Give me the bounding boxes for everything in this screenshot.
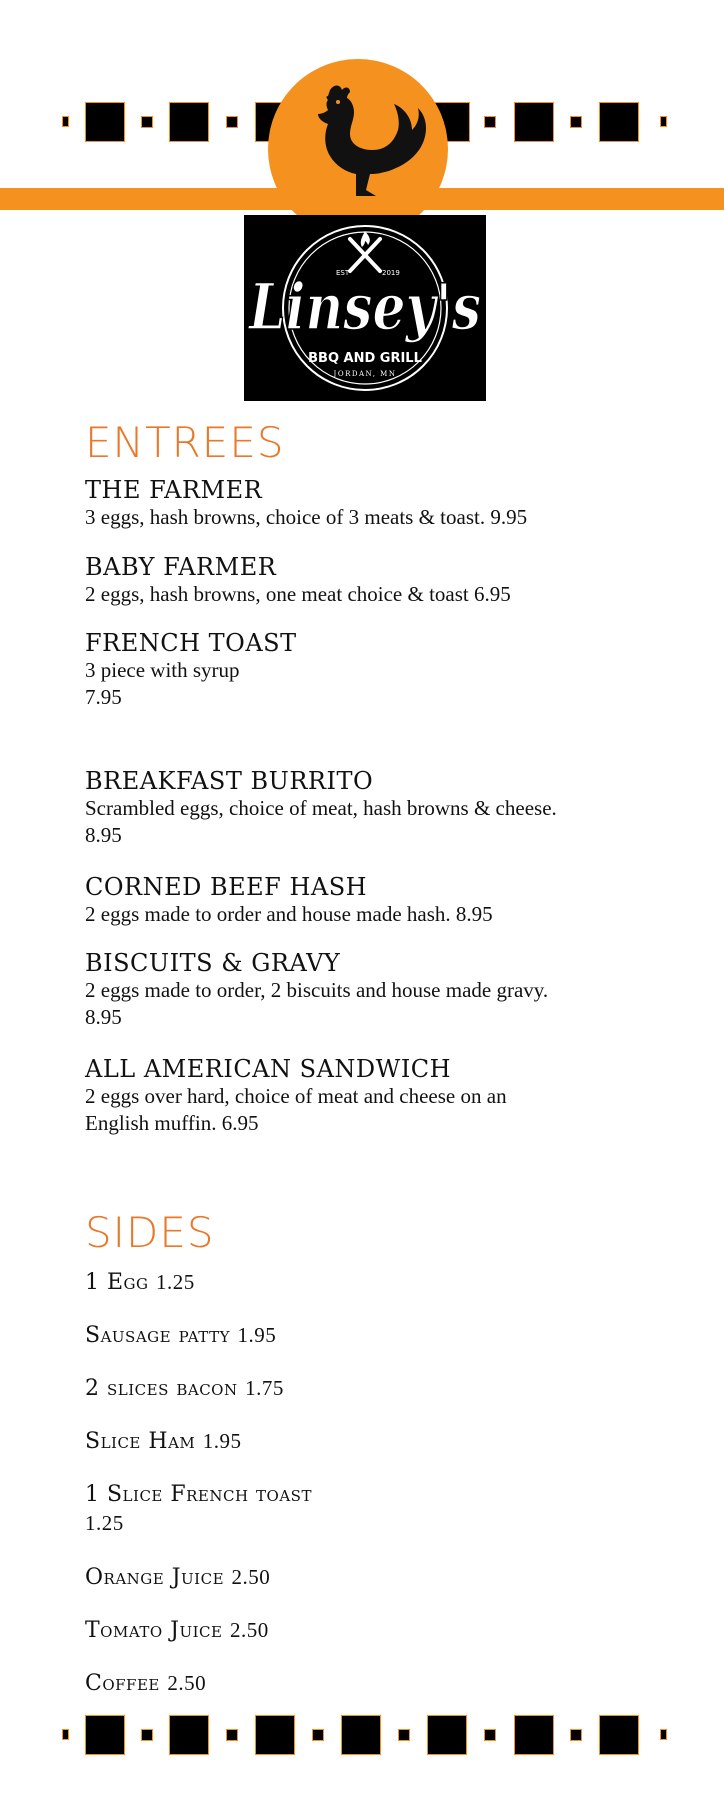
side-name: Orange Juice: [85, 1565, 225, 1590]
svg-text:BBQ AND GRILL: BBQ AND GRILL: [308, 351, 422, 366]
decor-square: [62, 1729, 69, 1740]
decor-square: [570, 1729, 582, 1741]
side-item: [85, 1427, 645, 1456]
decor-square: [169, 1715, 209, 1755]
decor-square: [85, 1715, 125, 1755]
side-item: [85, 1268, 645, 1297]
side-price: 2.50: [229, 1618, 269, 1642]
side-price: 1.95: [202, 1429, 242, 1453]
decor-square: [660, 1729, 667, 1740]
decor-square: [599, 102, 639, 142]
decor-square: [660, 116, 667, 127]
menu-item: [85, 873, 645, 928]
side-price: 1.75: [245, 1376, 284, 1400]
decor-square: [226, 116, 238, 128]
decor-square: [141, 1729, 153, 1741]
decor-square: [226, 1729, 238, 1741]
menu-item: [85, 629, 645, 711]
decor-square: [514, 102, 554, 142]
decor-square: [570, 116, 582, 128]
decor-square: [427, 1715, 467, 1755]
side-item: [85, 1616, 645, 1645]
decor-square: [398, 1729, 410, 1741]
item-description: 2 eggs, hash browns, one meat choice & toast 6.95: [85, 582, 511, 606]
side-name: Tomato Juice: [85, 1618, 223, 1643]
svg-text:Linsey's: Linsey's: [247, 270, 481, 345]
logo-mark: [244, 215, 486, 401]
svg-text:EST: EST: [336, 269, 350, 277]
decor-square: [62, 116, 69, 127]
menu-item: [85, 767, 645, 849]
side-price: 2.50: [167, 1671, 207, 1695]
menu-item: [85, 476, 645, 531]
side-price: 1.95: [237, 1323, 277, 1347]
svg-text:2019: 2019: [382, 269, 400, 277]
menu-item: [85, 553, 645, 608]
side-name: Slice Ham: [85, 1429, 196, 1454]
decor-square: [255, 1715, 295, 1755]
item-description: Scrambled eggs, choice of meat, hash browns & cheese. 8.95: [85, 796, 557, 847]
item-name: ALL AMERICAN SANDWICH: [85, 1055, 452, 1083]
side-price: 1.25: [156, 1270, 195, 1294]
decor-square: [599, 1715, 639, 1755]
item-description: 3 piece with syrup 7.95: [85, 658, 240, 709]
side-item: [85, 1480, 645, 1538]
side-price: 1.25: [85, 1511, 124, 1535]
item-name: FRENCH TOAST: [85, 629, 297, 657]
item-description: 2 eggs made to order, 2 biscuits and house made gravy. 8.95: [85, 978, 549, 1029]
item-description: 2 eggs made to order and house made hash. 8.95: [85, 902, 493, 926]
item-name: THE FARMER: [85, 476, 263, 504]
entrees-title: ENTREES: [85, 418, 285, 467]
decor-square: [312, 1729, 324, 1741]
side-name: 1 Slice French toast: [85, 1482, 312, 1507]
side-name: Coffee: [85, 1671, 160, 1696]
svg-text:JORDAN, MN: JORDAN, MN: [333, 370, 397, 378]
side-item: [85, 1563, 645, 1592]
decor-square: [484, 1729, 496, 1741]
side-name: Sausage patty: [85, 1323, 230, 1348]
item-name: CORNED BEEF HASH: [85, 873, 368, 901]
side-item: [85, 1374, 645, 1403]
brand-logo: [244, 215, 486, 401]
decor-square: [169, 102, 209, 142]
sides-title: SIDES: [85, 1208, 215, 1257]
decor-square: [341, 1715, 381, 1755]
item-name: BABY FARMER: [85, 553, 277, 581]
decor-square: [141, 116, 153, 128]
side-name: 2 slices bacon: [85, 1376, 238, 1401]
decor-square: [85, 102, 125, 142]
item-name: BREAKFAST BURRITO: [85, 767, 374, 795]
side-item: [85, 1669, 645, 1698]
bottom-square-border: [0, 1713, 724, 1757]
decor-square: [484, 116, 496, 128]
decor-square: [514, 1715, 554, 1755]
side-item: [85, 1321, 645, 1350]
side-price: 2.50: [231, 1565, 271, 1589]
rooster-icon: [300, 76, 435, 211]
side-name: 1 Egg: [85, 1270, 149, 1295]
menu-item: [85, 949, 645, 1031]
item-description: 3 eggs, hash browns, choice of 3 meats & toast. 9.95: [85, 505, 528, 529]
item-description: 2 eggs over hard, choice of meat and cheese on an English muffin. 6.95: [85, 1084, 507, 1135]
item-name: BISCUITS & GRAVY: [85, 949, 341, 977]
menu-item: [85, 1055, 645, 1137]
